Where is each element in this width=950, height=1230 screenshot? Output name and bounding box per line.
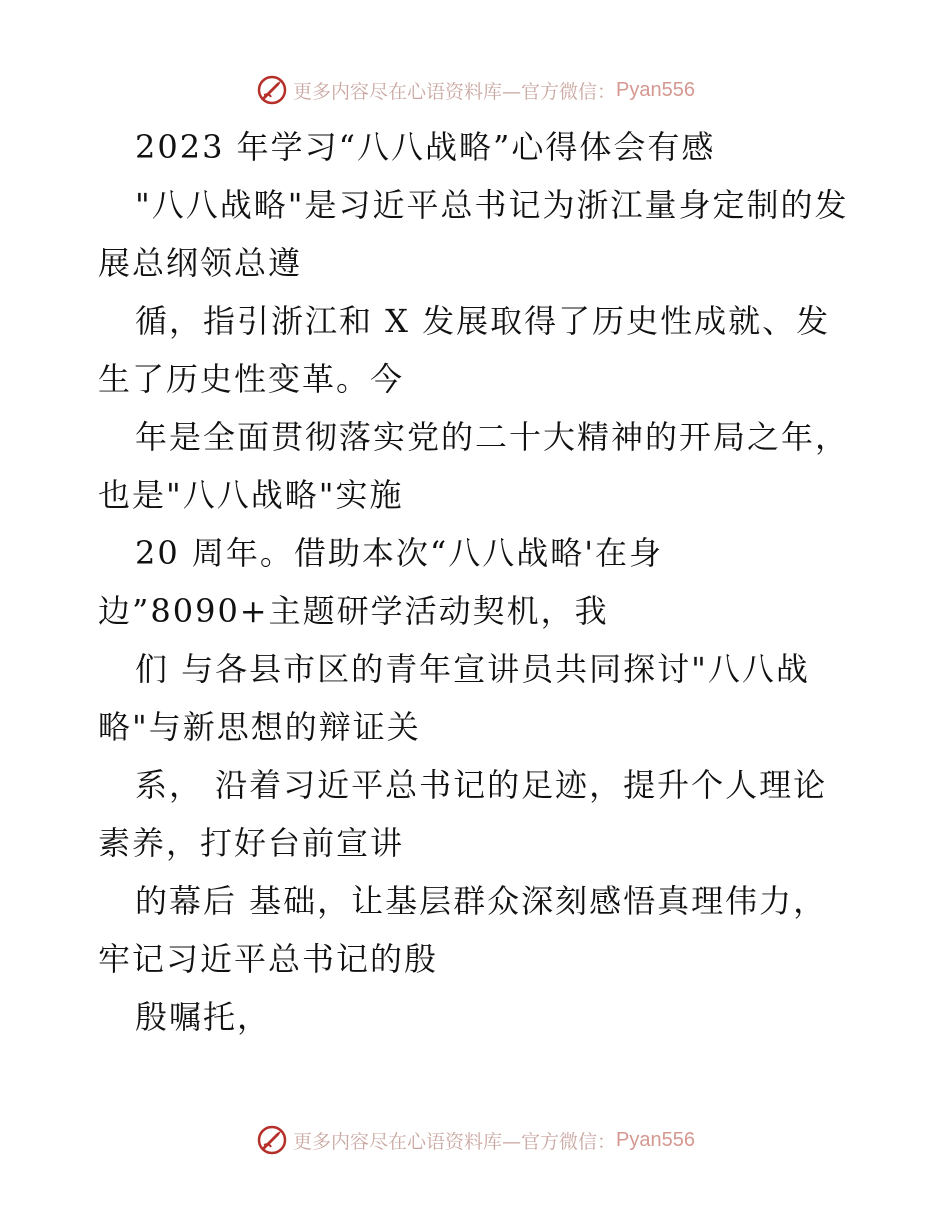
paragraph-line: 展总纲领总遵 (98, 244, 303, 282)
paragraph-line: 生了历史性变革。今 (98, 360, 405, 398)
paragraph-line: 殷嘱托， (135, 998, 272, 1036)
paragraph-line: "八八战略"是习近平总书记为浙江量身定制的发 (135, 186, 849, 224)
paragraph-line: 循，指引浙江和 X 发展取得了历史性成就、发 (135, 302, 831, 340)
paragraph-line: 系， 沿着习近平总书记的足迹，提升个人理论 (135, 766, 828, 804)
paragraph-line: 边”8090+主题研学活动契机，我 (98, 592, 609, 630)
document-title: 2023 年学习“八八战略”心得体会有感 (135, 128, 716, 166)
header-banner-text: 更多内容尽在心语资料库—官方微信： (293, 80, 617, 103)
paragraph-line: 略"与新思想的辩证关 (98, 708, 421, 746)
paragraph-line: 20 周年。借助本次“八八战略'在身 (135, 534, 664, 572)
paragraph-line: 牢记习近平总书记的殷 (98, 940, 439, 978)
header-banner-wechat-id: Pyan556 (616, 78, 695, 101)
paragraph-line: 素养，打好台前宣讲 (98, 824, 405, 862)
footer-banner-text: 更多内容尽在心语资料库—官方微信： (293, 1130, 617, 1153)
pen-logo-icon (255, 73, 289, 107)
header-watermark-banner (0, 70, 950, 110)
paragraph-line: 的幕后 基础，让基层群众深刻感悟真理伟力， (135, 882, 828, 920)
paragraph-line: 也是"八八战略"实施 (98, 476, 404, 514)
pen-logo-icon (255, 1123, 289, 1157)
footer-watermark-banner (0, 1120, 950, 1160)
paragraph-line: 年是全面贯彻落实党的二十大精神的开局之年， (135, 418, 850, 456)
footer-banner-wechat-id: Pyan556 (616, 1128, 695, 1151)
paragraph-line: 们 与各县市区的青年宣讲员共同探讨"八八战 (135, 650, 810, 688)
